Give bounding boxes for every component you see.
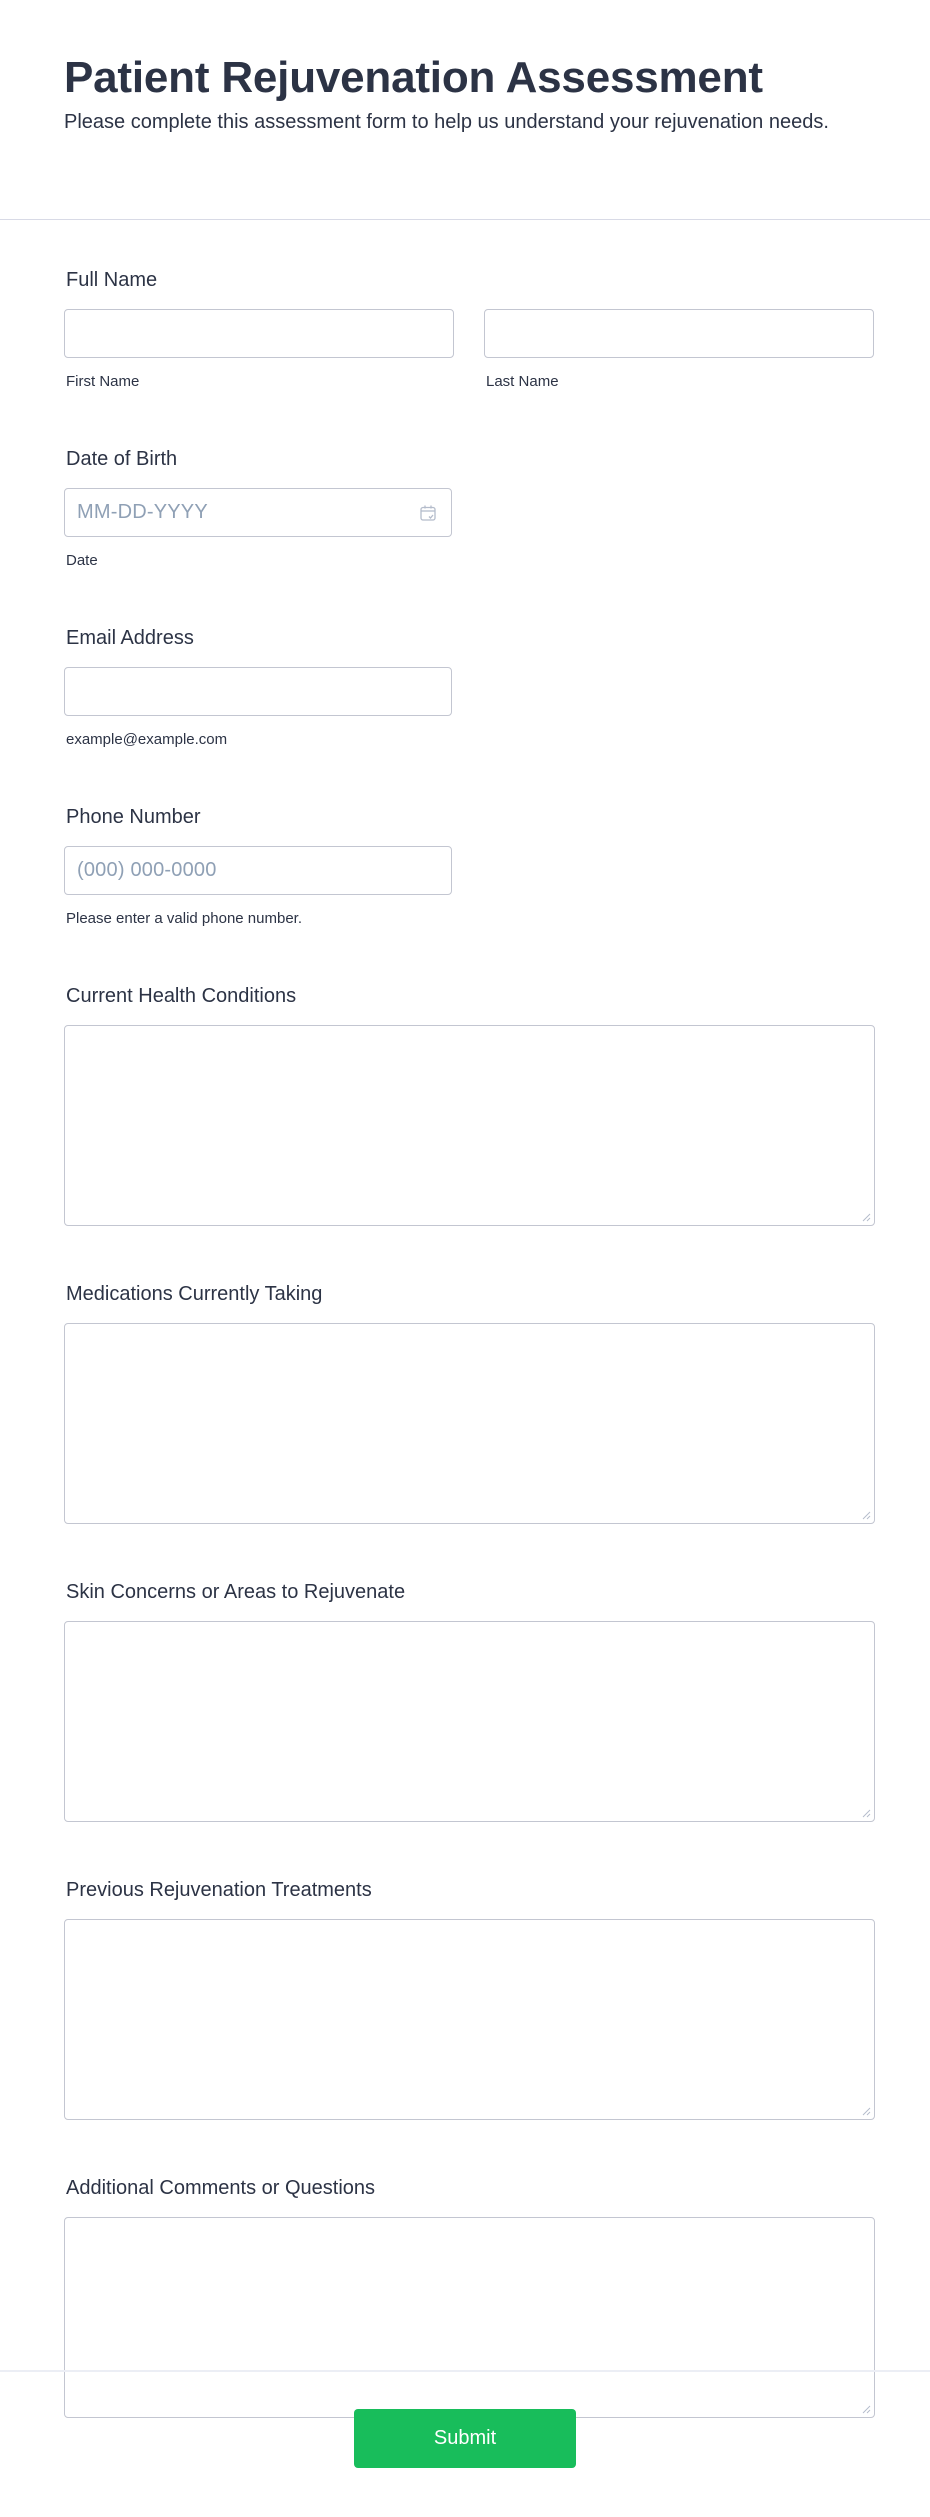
health-conditions-label: Current Health Conditions (66, 985, 297, 1007)
phone-field (64, 805, 875, 928)
dob-sublabel: Date (66, 552, 98, 569)
medications-field (64, 1282, 875, 1524)
additional-comments-label: Additional Comments or Questions (66, 2177, 376, 2199)
form-footer (0, 2370, 930, 2517)
dob-placeholder: MM-DD-YYYY (77, 501, 208, 523)
health-conditions-field (64, 984, 875, 1226)
skin-concerns-field (64, 1580, 875, 1822)
medications-label: Medications Currently Taking (66, 1283, 323, 1305)
page-title: Patient Rejuvenation Assessment (64, 53, 763, 102)
skin-concerns-label: Skin Concerns or Areas to Rejuvenate (66, 1581, 406, 1603)
medications-textarea[interactable] (64, 1323, 875, 1524)
resize-grip-icon[interactable] (862, 1213, 871, 1222)
first-name-sublabel: First Name (66, 373, 140, 390)
resize-grip-icon[interactable] (862, 2107, 871, 2116)
dob-field (64, 447, 875, 570)
full-name-field (64, 268, 875, 391)
form-header (0, 0, 930, 220)
resize-grip-icon[interactable] (862, 1809, 871, 1818)
first-name-input[interactable] (64, 309, 454, 358)
phone-input[interactable] (64, 846, 452, 895)
previous-treatments-label: Previous Rejuvenation Treatments (66, 1879, 372, 1901)
phone-sublabel: Please enter a valid phone number. (66, 910, 302, 927)
previous-treatments-field (64, 1878, 875, 2120)
resize-grip-icon[interactable] (862, 1511, 871, 1520)
email-sublabel: example@example.com (66, 731, 228, 748)
previous-treatments-textarea[interactable] (64, 1919, 875, 2120)
phone-placeholder: (000) 000-0000 (77, 859, 217, 881)
submit-button[interactable]: Submit (354, 2409, 576, 2468)
last-name-group (484, 309, 874, 391)
dob-input[interactable] (64, 488, 452, 537)
dob-label: Date of Birth (66, 448, 178, 470)
full-name-label: Full Name (66, 269, 158, 291)
calendar-icon[interactable] (419, 504, 437, 522)
last-name-sublabel: Last Name (486, 373, 559, 390)
email-input[interactable] (64, 667, 452, 716)
phone-label: Phone Number (66, 806, 201, 828)
email-label: Email Address (66, 627, 194, 649)
first-name-group (64, 309, 454, 391)
last-name-input[interactable] (484, 309, 874, 358)
form-body (0, 220, 930, 2418)
skin-concerns-textarea[interactable] (64, 1621, 875, 1822)
email-field (64, 626, 875, 749)
page-subtitle: Please complete this assessment form to help us understand your rejuvenation needs. (64, 111, 829, 133)
health-conditions-textarea[interactable] (64, 1025, 875, 1226)
